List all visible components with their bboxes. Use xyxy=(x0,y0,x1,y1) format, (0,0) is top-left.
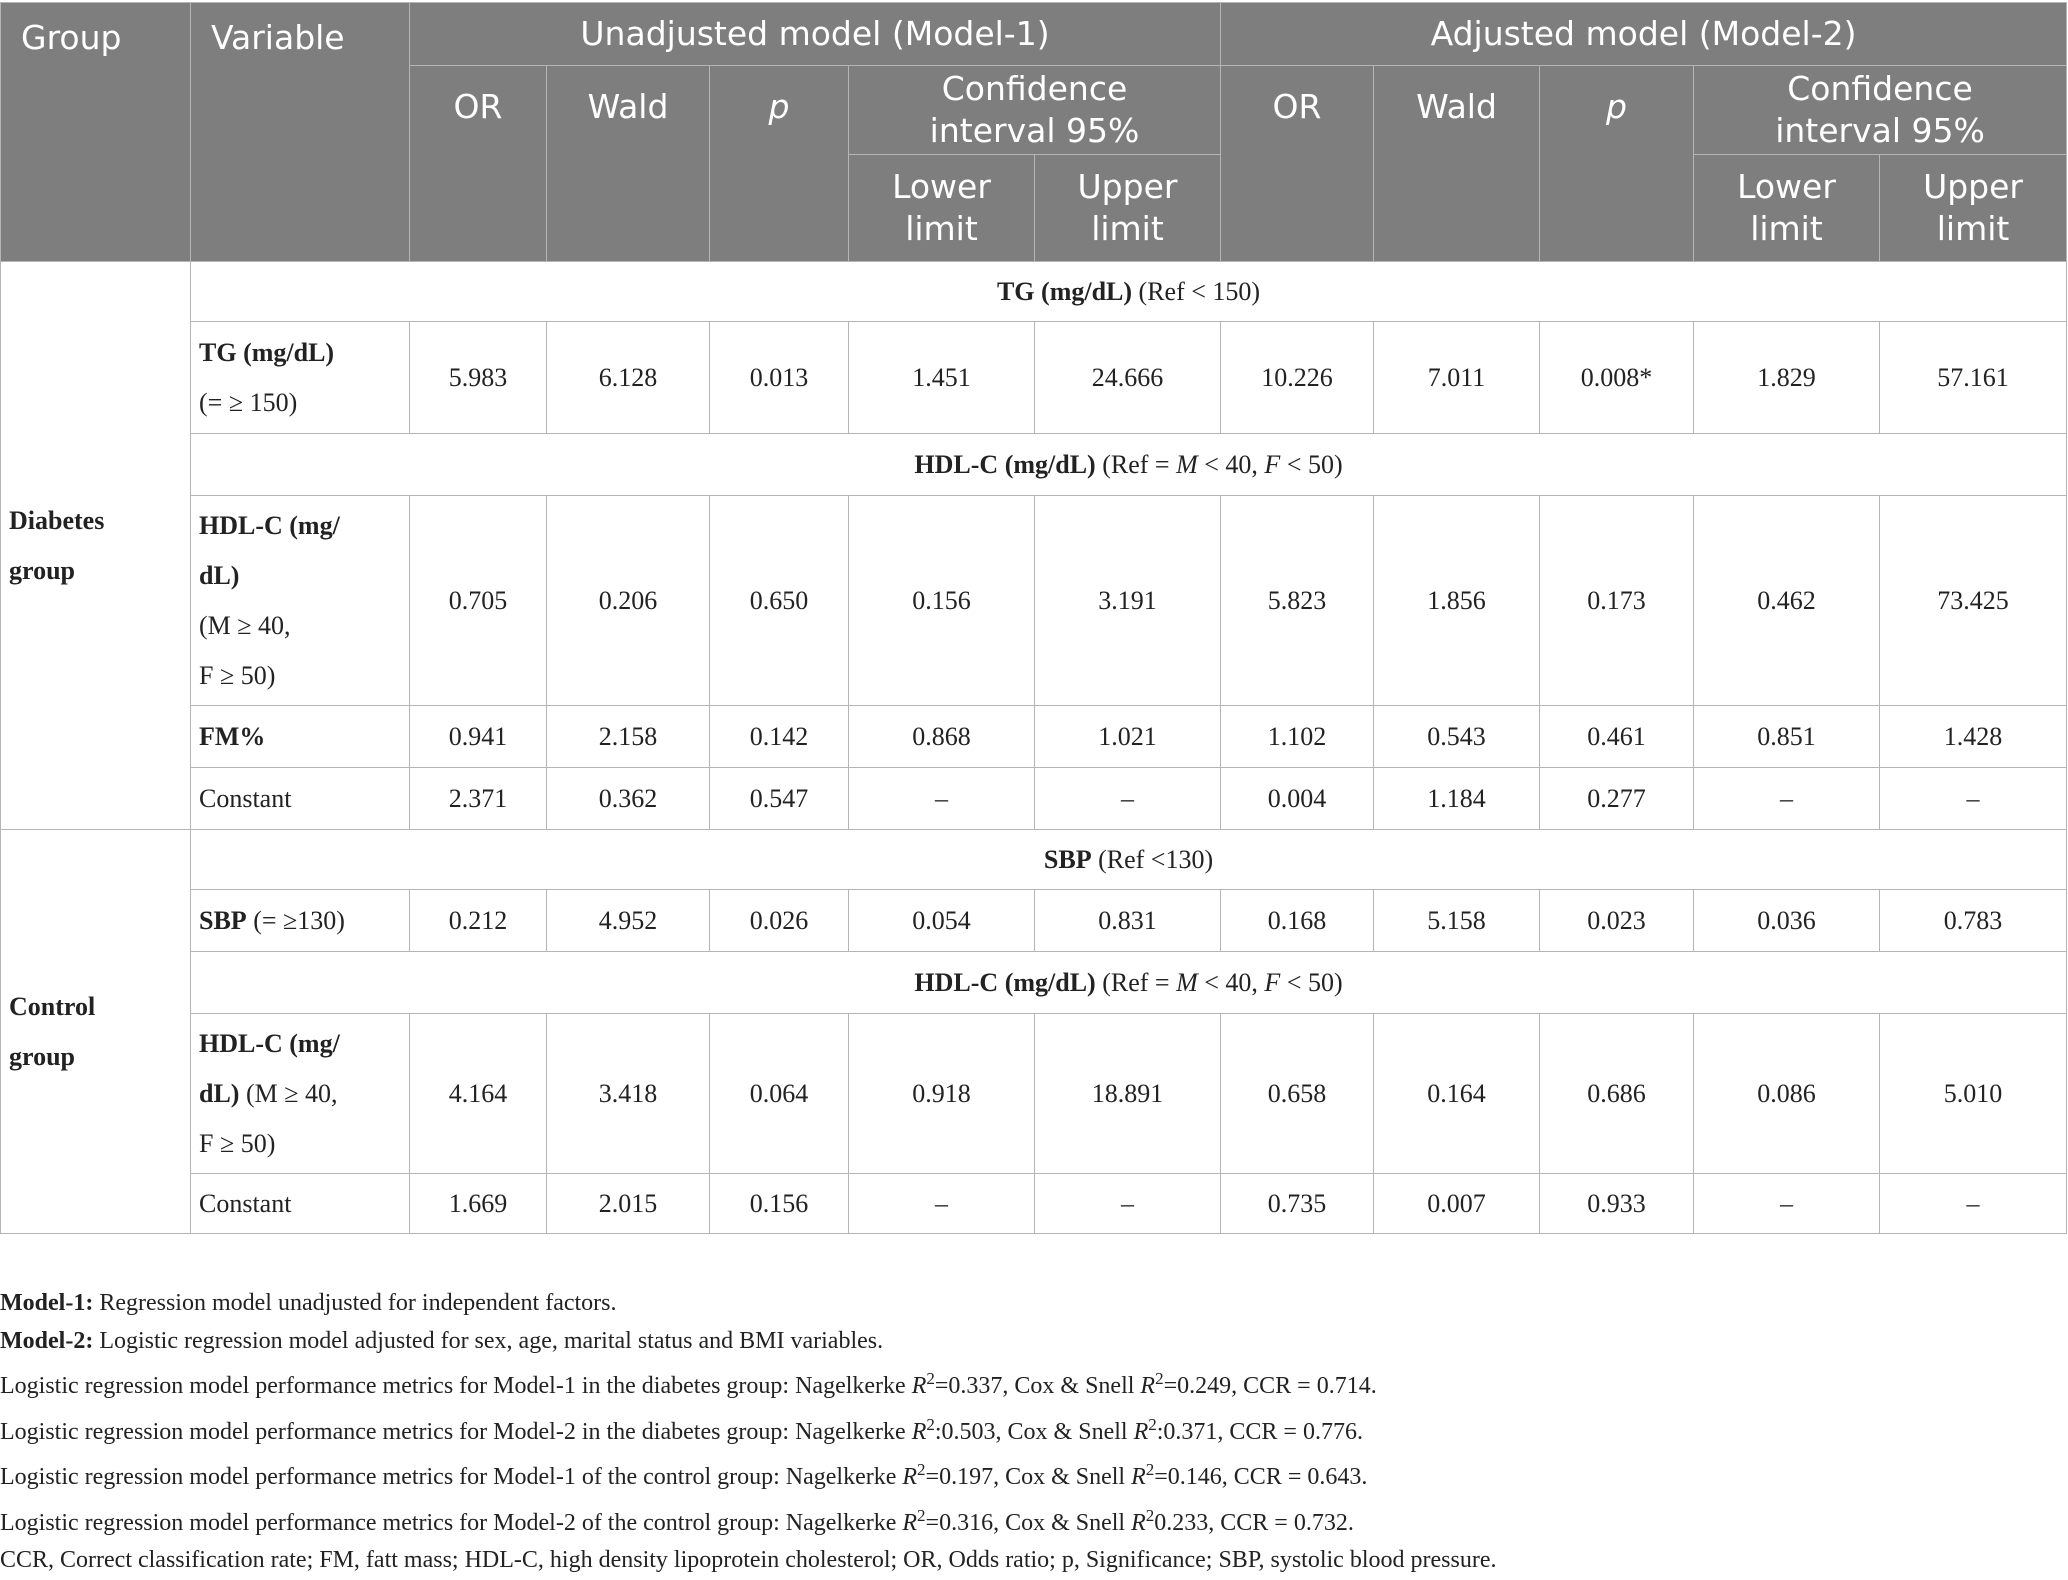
cell-value: 0.007 xyxy=(1374,1174,1540,1234)
row-label-constant: Constant xyxy=(191,768,410,830)
cell-value: 4.164 xyxy=(410,1014,547,1174)
cell-value: 2.371 xyxy=(410,768,547,830)
cell-value: – xyxy=(849,1174,1035,1234)
cell-value: 0.164 xyxy=(1374,1014,1540,1174)
cell-value: 0.831 xyxy=(1035,890,1221,952)
cell-value: 6.128 xyxy=(547,322,710,434)
cell-value: 0.547 xyxy=(710,768,849,830)
cell-value: 0.735 xyxy=(1221,1174,1374,1234)
header-lower-2: Lower limit xyxy=(1694,155,1880,262)
cell-value: – xyxy=(1694,1174,1880,1234)
cell-value: 0.851 xyxy=(1694,706,1880,768)
cell-value: 7.011 xyxy=(1374,322,1540,434)
cell-value: 0.054 xyxy=(849,890,1035,952)
cell-value: 0.064 xyxy=(710,1014,849,1174)
cell-value: 1.856 xyxy=(1374,496,1540,706)
subheader-hdl-ref-control: HDL-C (mg/dL) (Ref = M < 40, F < 50) xyxy=(191,952,2067,1014)
cell-value: 1.829 xyxy=(1694,322,1880,434)
header-p-1: p xyxy=(710,66,849,262)
cell-value: 0.206 xyxy=(547,496,710,706)
table-header xyxy=(1,3,2067,262)
footnote-metrics-model2-control: Logistic regression model performance metrics for Model-2 of the control group: Nagelkerke $R^2=0.316$, Cox & Snell $R^20.233$, CCR = 0.732. xyxy=(0,1505,1354,1536)
cell-value: – xyxy=(1694,768,1880,830)
cell-value: 0.686 xyxy=(1540,1014,1694,1174)
cell-value: 0.142 xyxy=(710,706,849,768)
table-row xyxy=(1,434,2067,496)
footnote-metrics-model2-diabetes: Logistic regression model performance metrics for Model-2 in the diabetes group: Nagelkerke $R^2:0.503$, Cox & Snell $R^2:0.371$, CCR = 0.776. xyxy=(0,1414,1363,1445)
header-ci-1: Confidence interval 95% xyxy=(849,66,1221,155)
cell-value: 0.004 xyxy=(1221,768,1374,830)
cell-value: – xyxy=(1880,1174,2067,1234)
row-label-hdl-control: HDL-C (mg/ dL) (M ≥ 40, F ≥ 50) xyxy=(191,1014,410,1174)
cell-value: 2.015 xyxy=(547,1174,710,1234)
header-lower-1: Lower limit xyxy=(849,155,1035,262)
cell-value: 1.669 xyxy=(410,1174,547,1234)
cell-value: 0.705 xyxy=(410,496,547,706)
header-model1: Unadjusted model (Model-1) xyxy=(410,3,1221,66)
table-row xyxy=(1,262,2067,322)
group-label-diabetes: Diabetes group xyxy=(1,262,191,830)
row-label-constant-control: Constant xyxy=(191,1174,410,1234)
cell-value: 0.933 xyxy=(1540,1174,1694,1234)
header-model2: Adjusted model (Model-2) xyxy=(1221,3,2067,66)
cell-value: 0.941 xyxy=(410,706,547,768)
cell-value: 0.212 xyxy=(410,890,547,952)
cell-value: 5.158 xyxy=(1374,890,1540,952)
header-wald-1: Wald xyxy=(547,66,710,262)
regression-table xyxy=(0,2,2067,1234)
cell-value: – xyxy=(1880,768,2067,830)
cell-value: 0.013 xyxy=(710,322,849,434)
header-upper-2: Upper limit xyxy=(1880,155,2067,262)
footnote-model2: Model-2: Logistic regression model adjusted for sex, age, marital status and BMI variables. xyxy=(0,1327,884,1354)
row-label-fm: FM% xyxy=(191,706,410,768)
cell-value: 0.868 xyxy=(849,706,1035,768)
cell-value: 1.021 xyxy=(1035,706,1221,768)
table-row xyxy=(1,1014,2067,1174)
footnote-metrics-model1-diabetes: Logistic regression model performance metrics for Model-1 in the diabetes group: Nagelkerke $R^2=0.337$, Cox & Snell $R^2=0.249$, CCR = 0.714. xyxy=(0,1369,1377,1399)
cell-value: 0.543 xyxy=(1374,706,1540,768)
cell-value: 5.823 xyxy=(1221,496,1374,706)
cell-value: 0.277 xyxy=(1540,768,1694,830)
header-ci-2: Confidence interval 95% xyxy=(1694,66,2067,155)
cell-value: 0.036 xyxy=(1694,890,1880,952)
header-upper-1: Upper limit xyxy=(1035,155,1221,262)
cell-value: 0.023 xyxy=(1540,890,1694,952)
cell-value: 3.191 xyxy=(1035,496,1221,706)
cell-value: 24.666 xyxy=(1035,322,1221,434)
cell-value: 3.418 xyxy=(547,1014,710,1174)
group-label-control: Control group xyxy=(1,830,191,1234)
subheader-sbp-ref: SBP (Ref <130) xyxy=(191,830,2067,890)
row-label-hdl: HDL-C (mg/ dL) (M ≥ 40, F ≥ 50) xyxy=(191,496,410,706)
table-row xyxy=(1,706,2067,768)
cell-value: 0.156 xyxy=(710,1174,849,1234)
cell-value: 2.158 xyxy=(547,706,710,768)
cell-value: 73.425 xyxy=(1880,496,2067,706)
header-or-1: OR xyxy=(410,66,547,262)
cell-value: 1.428 xyxy=(1880,706,2067,768)
row-label-tg: TG (mg/dL) (= ≥ 150) xyxy=(191,322,410,434)
cell-value: 5.983 xyxy=(410,322,547,434)
header-p-2: p xyxy=(1540,66,1694,262)
table-row xyxy=(1,322,2067,434)
cell-value: 0.008* xyxy=(1540,322,1694,434)
cell-value: 0.173 xyxy=(1540,496,1694,706)
cell-value: 5.010 xyxy=(1880,1014,2067,1174)
cell-value: 0.918 xyxy=(849,1014,1035,1174)
cell-value: 1.102 xyxy=(1221,706,1374,768)
cell-value: 57.161 xyxy=(1880,322,2067,434)
cell-value: – xyxy=(1035,1174,1221,1234)
table-row xyxy=(1,1174,2067,1234)
cell-value: 18.891 xyxy=(1035,1014,1221,1174)
cell-value: 4.952 xyxy=(547,890,710,952)
cell-value: – xyxy=(849,768,1035,830)
cell-value: 0.783 xyxy=(1880,890,2067,952)
table-row xyxy=(1,496,2067,706)
header-wald-2: Wald xyxy=(1374,66,1540,262)
footnote-metrics-model1-control: Logistic regression model performance metrics for Model-1 of the control group: Nagelkerke $R^2=0.197$, Cox & Snell $R^2=0.146$, CCR = 0.643. xyxy=(0,1460,1368,1490)
cell-value: 0.026 xyxy=(710,890,849,952)
footnote-model1: Model-1: Regression model unadjusted for independent factors. xyxy=(0,1290,617,1316)
cell-value: 10.226 xyxy=(1221,322,1374,434)
cell-value: 0.362 xyxy=(547,768,710,830)
cell-value: 0.462 xyxy=(1694,496,1880,706)
table-row xyxy=(1,830,2067,890)
footnote-abbreviations: CCR, Correct classification rate; FM, fatt mass; HDL-C, high density lipoprotein cholesterol; OR, Odds ratio; p, Significance; SBP, systolic blood pressure. xyxy=(0,1547,1497,1573)
cell-value: 0.168 xyxy=(1221,890,1374,952)
table-row xyxy=(1,952,2067,1014)
cell-value: – xyxy=(1035,768,1221,830)
cell-value: 1.184 xyxy=(1374,768,1540,830)
cell-value: 0.461 xyxy=(1540,706,1694,768)
cell-value: 0.658 xyxy=(1221,1014,1374,1174)
table-body xyxy=(1,262,2067,1234)
header-or-2: OR xyxy=(1221,66,1374,262)
cell-value: 1.451 xyxy=(849,322,1035,434)
subheader-tg-ref: TG (mg/dL) (Ref < 150) xyxy=(191,262,2067,322)
table-footnotes xyxy=(0,1285,1496,1580)
cell-value: 0.086 xyxy=(1694,1014,1880,1174)
subheader-hdl-ref: HDL-C (mg/dL) (Ref = M < 40, F < 50) xyxy=(191,434,2067,496)
header-variable: Variable xyxy=(191,3,410,262)
table-row xyxy=(1,890,2067,952)
row-label-sbp: SBP (= ≥130) xyxy=(191,890,410,952)
header-group: Group xyxy=(1,3,191,262)
cell-value: 0.156 xyxy=(849,496,1035,706)
table-row xyxy=(1,768,2067,830)
cell-value: 0.650 xyxy=(710,496,849,706)
